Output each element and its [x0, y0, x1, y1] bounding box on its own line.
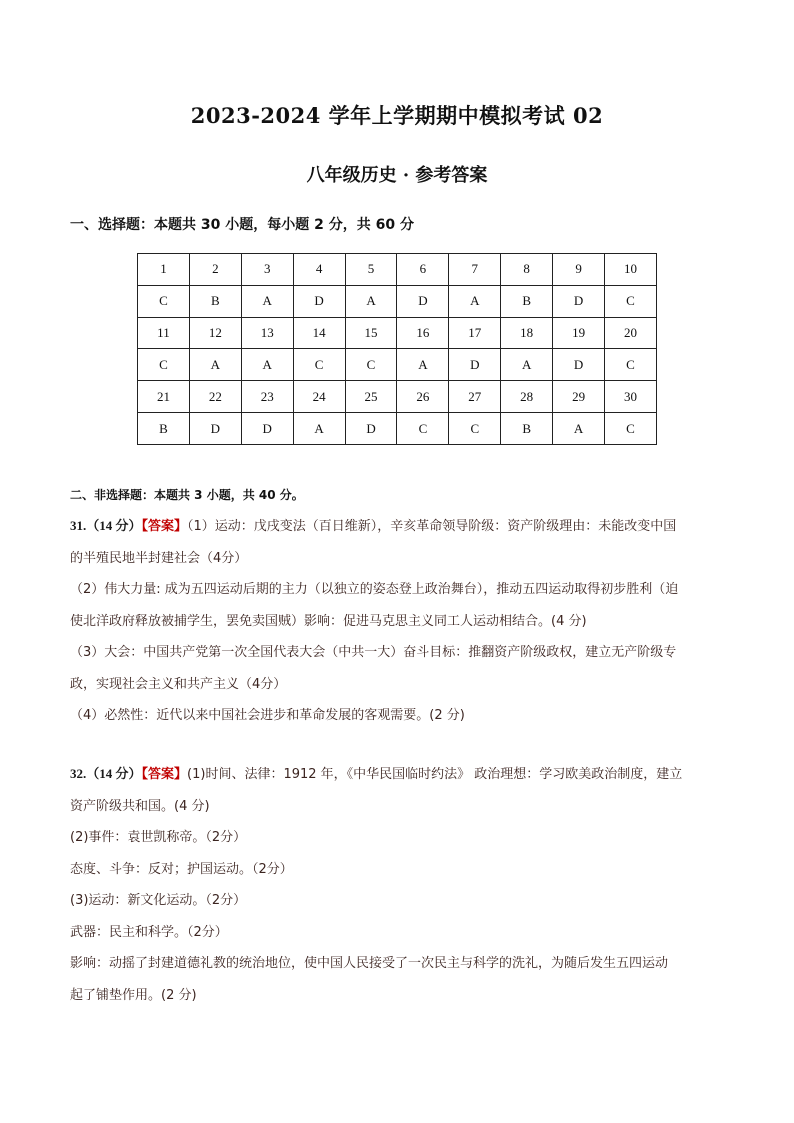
document-title: 2023-2024 学年上学期期中模拟考试 02: [190, 103, 604, 128]
question-number-cell: 17: [449, 317, 501, 349]
question-number-cell: 15: [345, 317, 397, 349]
answer-letter-cell: D: [241, 413, 293, 445]
question-score: （14 分）: [86, 766, 142, 781]
answer-letter-cell: C: [138, 285, 190, 317]
question-number-cell: 23: [241, 381, 293, 413]
question-number-cell: 29: [553, 381, 605, 413]
question-number-row: [138, 317, 657, 349]
answer-line: （1）运动：戊戌变法（百日维新），辛亥革命领导阶级：资产阶级理由：未能改变中国: [187, 519, 677, 534]
question-number-cell: 22: [189, 381, 241, 413]
question-score: （14 分）: [86, 518, 142, 533]
question-number-cell: 3: [241, 254, 293, 286]
answer-letter-cell: A: [189, 349, 241, 381]
question-31-answer: [70, 510, 725, 732]
question-number-cell: 16: [397, 317, 449, 349]
question-number: 31.: [70, 518, 87, 533]
question-number-cell: 20: [605, 317, 657, 349]
question-31-first-line: [70, 510, 725, 543]
question-number-cell: 4: [293, 254, 345, 286]
question-32-first-line: [70, 758, 725, 791]
question-number-cell: 30: [605, 381, 657, 413]
answer-letter-cell: A: [397, 349, 449, 381]
answer-letter-cell: C: [293, 349, 345, 381]
answer-letter-cell: D: [449, 349, 501, 381]
question-number-cell: 9: [553, 254, 605, 286]
question-number-cell: 27: [449, 381, 501, 413]
question-number-cell: 19: [553, 317, 605, 349]
answer-letter-cell: C: [605, 413, 657, 445]
answer-line: (3)运动：新文化运动。（2分）: [70, 893, 247, 908]
answer-line: 的半殖民地半封建社会（4分）: [70, 550, 248, 566]
answer-letter-cell: A: [449, 285, 501, 317]
answer-letter-cell: B: [189, 285, 241, 317]
answer-letter-row: [138, 413, 657, 445]
answer-letter-cell: C: [449, 413, 501, 445]
section-1-heading: 一、选择题：本题共 30 小题，每小题 2 分，共 60 分: [70, 217, 414, 233]
answer-letter-cell: C: [605, 285, 657, 317]
answer-letter-cell: B: [501, 285, 553, 317]
answer-tag: 【答案】: [141, 767, 188, 782]
answer-letter-cell: C: [397, 413, 449, 445]
question-number-cell: 11: [138, 317, 190, 349]
question-number-cell: 28: [501, 381, 553, 413]
question-number-cell: 25: [345, 381, 397, 413]
answer-letter-cell: A: [293, 413, 345, 445]
question-number-row: [138, 381, 657, 413]
answer-letter-cell: C: [345, 349, 397, 381]
answer-letter-cell: D: [553, 285, 605, 317]
question-number: 32.: [70, 766, 87, 781]
answer-line: （3）大会：中国共产党第一次全国代表大会（中共一大）奋斗目标：推翻资产阶级政权，建立无产阶级专: [70, 645, 677, 660]
answer-line: 使北洋政府释放被捕学生，罢免卖国贼）影响：促进马克思主义同工人运动相结合。(4 分): [70, 613, 587, 629]
answer-line: (2)事件：袁世凯称帝。（2分）: [70, 830, 247, 845]
answer-letter-cell: A: [241, 349, 293, 381]
answer-letter-cell: D: [189, 413, 241, 445]
answer-line: （4）必然性：近代以来中国社会进步和革命发展的客观需要。(2 分): [70, 708, 465, 723]
answer-letter-cell: A: [553, 413, 605, 445]
answer-letter-cell: A: [241, 285, 293, 317]
answer-tag: 【答案】: [141, 519, 188, 534]
question-number-cell: 26: [397, 381, 449, 413]
question-32-answer: [70, 758, 725, 1011]
question-number-cell: 14: [293, 317, 345, 349]
question-number-cell: 21: [138, 381, 190, 413]
answer-letter-cell: C: [605, 349, 657, 381]
answer-line: 影响：动摇了封建道德礼教的统治地位，使中国人民接受了一次民主与科学的洗礼，为随后发生五四运动: [70, 956, 669, 971]
answer-letter-row: [138, 349, 657, 381]
answer-line: (1)时间、法律：1912 年，《中华民国临时约法》 政治理想：学习欧美政治制度，建立: [187, 767, 683, 782]
section-2-heading: 二、非选择题：本题共 3 小题，共 40 分。: [70, 488, 304, 502]
answer-line: （2）伟大力量: 成为五四运动后期的主力（以独立的姿态登上政治舞台），推动五四运动取得初步胜利（迫: [70, 582, 679, 597]
question-number-cell: 7: [449, 254, 501, 286]
question-number-cell: 13: [241, 317, 293, 349]
question-number-cell: 2: [189, 254, 241, 286]
answer-letter-cell: B: [501, 413, 553, 445]
answer-key-table: [137, 253, 657, 445]
question-number-cell: 10: [605, 254, 657, 286]
document-subtitle: 八年级历史 · 参考答案: [306, 165, 488, 186]
answer-letter-row: [138, 285, 657, 317]
question-number-cell: 24: [293, 381, 345, 413]
question-number-row: [138, 254, 657, 286]
answer-letter-cell: D: [553, 349, 605, 381]
answer-line: 武器：民主和科学。（2分）: [70, 924, 228, 940]
question-number-cell: 8: [501, 254, 553, 286]
question-number-cell: 5: [345, 254, 397, 286]
question-number-cell: 1: [138, 254, 190, 286]
answer-letter-cell: D: [345, 413, 397, 445]
question-number-cell: 18: [501, 317, 553, 349]
answer-line: 起了铺垫作用。(2 分): [70, 987, 197, 1003]
answer-line: 资产阶级共和国。(4 分): [70, 798, 210, 814]
answer-line: 政，实现社会主义和共产主义（4分）: [70, 676, 287, 692]
answer-letter-cell: C: [138, 349, 190, 381]
question-number-cell: 12: [189, 317, 241, 349]
answer-letter-cell: A: [345, 285, 397, 317]
question-number-cell: 6: [397, 254, 449, 286]
answer-letter-cell: D: [397, 285, 449, 317]
answer-letter-cell: D: [293, 285, 345, 317]
answer-letter-cell: A: [501, 349, 553, 381]
answer-letter-cell: B: [138, 413, 190, 445]
answer-line: 态度、斗争：反对；护国运动。（2分）: [70, 861, 293, 877]
